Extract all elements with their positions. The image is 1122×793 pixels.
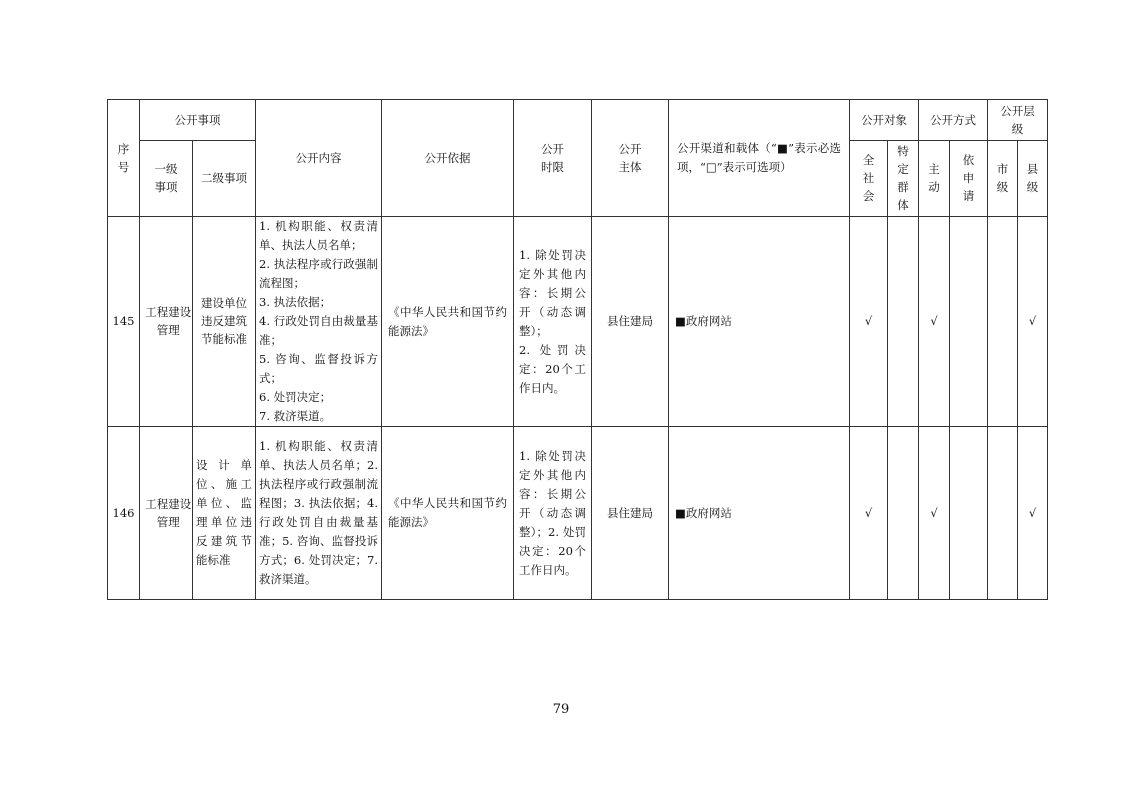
header-audience: 公开对象	[850, 100, 919, 141]
row-audience-all: √	[850, 427, 888, 600]
row-tier-county: √	[1018, 427, 1048, 600]
header-subject: 公开主体	[592, 100, 669, 217]
header-method-request: 依申请	[950, 141, 988, 217]
row-tier-city	[988, 217, 1018, 427]
header-content: 公开内容	[256, 100, 382, 217]
row-basis: 《中华人民共和国节约能源法》	[382, 427, 514, 600]
table-row	[108, 217, 1048, 427]
row-audience-group	[888, 217, 919, 427]
row-basis: 《中华人民共和国节约能源法》	[382, 217, 514, 427]
row-method-active: √	[919, 427, 950, 600]
header-method: 公开方式	[919, 100, 988, 141]
row-tier-city	[988, 427, 1018, 600]
row-seq: 146	[108, 427, 140, 600]
row-method-request	[950, 217, 988, 427]
row-level1: 工程建设管理	[140, 427, 193, 600]
row-channel: ■政府网站	[669, 427, 850, 600]
row-content: 1. 机构职能、权责清单、执法人员名单； 2. 执法程序或行政强制流程图； 3. 执法依据； 4. 行政处罚自由裁量基准； 5. 咨询、监督投诉方式； 6. 处罚决定； 7. 救济渠道。	[256, 217, 382, 427]
header-audience-group: 特定群体	[888, 141, 919, 217]
row-channel: ■政府网站	[669, 217, 850, 427]
header-tier: 公开层级	[988, 100, 1048, 141]
header-tier-county: 县级	[1018, 141, 1048, 217]
header-method-active: 主动	[919, 141, 950, 217]
header-tier-city: 市级	[988, 141, 1018, 217]
header-audience-all: 全社会	[850, 141, 888, 217]
disclosure-table	[107, 99, 1048, 600]
row-seq: 145	[108, 217, 140, 427]
row-audience-group	[888, 427, 919, 600]
header-row-top	[108, 100, 1048, 141]
header-level2: 二级事项	[193, 141, 256, 217]
row-subject: 县住建局	[592, 427, 669, 600]
row-level1: 工程建设管理	[140, 217, 193, 427]
header-items: 公开事项	[140, 100, 256, 141]
header-level1: 一级事项	[140, 141, 193, 217]
row-level2: 设计单位、施工单位、监理单位违反建筑节能标准	[193, 427, 256, 600]
header-period: 公开时限	[514, 100, 592, 217]
header-basis: 公开依据	[382, 100, 514, 217]
row-tier-county: √	[1018, 217, 1048, 427]
row-subject: 县住建局	[592, 217, 669, 427]
row-audience-all: √	[850, 217, 888, 427]
row-method-active: √	[919, 217, 950, 427]
header-seq: 序号	[108, 100, 140, 217]
table-row	[108, 427, 1048, 600]
row-content: 1. 机构职能、权责清单、执法人员名单；2. 执法程序或行政强制流程图；3. 执法依据；4. 行政处罚自由裁量基准；5. 咨询、监督投诉方式；6. 处罚决定；7. 救济渠道。	[256, 427, 382, 600]
row-period: 1. 除处罚决定外其他内容：长期公开（动态调整）；2. 处罚决定：20个工作日内。	[514, 427, 592, 600]
row-period: 1. 除处罚决定外其他内容：长期公开（动态调整）； 2. 处罚决定：20个工作日内。	[514, 217, 592, 427]
row-level2: 建设单位违反建筑节能标准	[193, 217, 256, 427]
row-method-request	[950, 427, 988, 600]
header-channel: 公开渠道和载体（“■”表示必选项，“□”表示可选项）	[669, 100, 850, 217]
page-number: 79	[552, 702, 570, 717]
